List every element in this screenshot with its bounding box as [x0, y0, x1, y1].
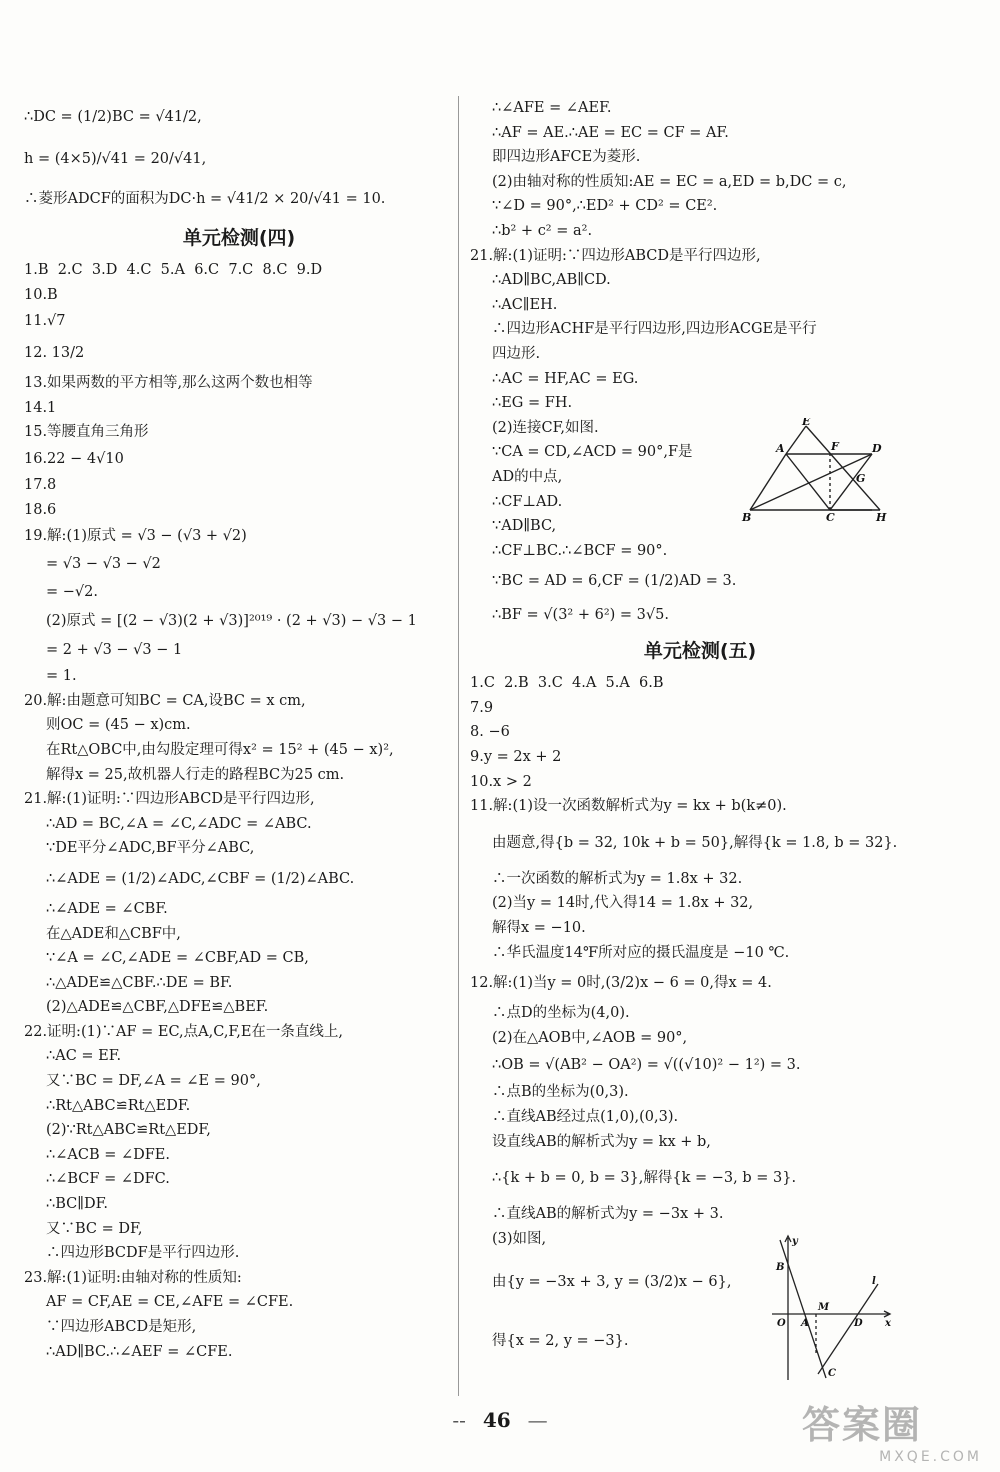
left-text-line: 22.证明:(1)∵AF = EC,点A,C,F,E在一条直线上,: [24, 1023, 344, 1040]
page-number-dash-right: —: [527, 1408, 548, 1432]
right-text-line: ∴EG = FH.: [492, 395, 573, 412]
left-text-line: = −√2.: [46, 584, 98, 601]
watermark-title: 答案圈: [802, 1403, 923, 1447]
right-text-line: ∴直线AB经过点(1,0),(0,3).: [492, 1109, 679, 1125]
watermark-logo: [802, 1394, 982, 1464]
right-text-line: ∴OB = √(AB² − OA²) = √((√10)² − 1²) = 3.: [492, 1057, 801, 1074]
right-text-line: ∴四边形ACHF是平行四边形,四边形ACGE是平行: [492, 321, 817, 338]
page-number-dash-left: --: [452, 1408, 466, 1432]
fig2-label-b: B: [776, 1262, 785, 1273]
left-text-line: 在Rt△OBC中,由勾股定理可得x² = 15² + (45 − x)²,: [46, 741, 394, 758]
left-text-line: = √3 − √3 − √2: [46, 556, 161, 573]
right-column: [470, 96, 930, 1369]
fig1-label-c: C: [826, 511, 835, 522]
left-text-line: ∴BC∥DF.: [46, 1196, 108, 1213]
fig2-label-m: M: [818, 1302, 830, 1313]
right-text-line: ∵∠D = 90°,∴ED² + CD² = CE².: [492, 198, 718, 215]
right-text-line: 11.解:(1)设一次函数解析式为y = kx + b(k≠0).: [470, 798, 787, 815]
left-text-line: (2)原式 = [(2 − √3)(2 + √3)]²⁰¹⁹ · (2 + √3) − √3 − 1: [46, 613, 417, 630]
left-text-line: 在△ADE和△CBF中,: [46, 925, 181, 942]
left-text-line: 15.等腰直角三角形: [24, 424, 149, 441]
right-text-line: (2)由轴对称的性质知:AE = EC = a,ED = b,DC = c,: [492, 173, 847, 190]
right-text-line: ∴AD∥BC,AB∥CD.: [492, 272, 611, 289]
right-text-line: ∴∠AFE = ∠AEF.: [492, 100, 612, 116]
left-text-line: 12. 13/2: [24, 345, 85, 362]
left-text-line: 14.1: [24, 399, 57, 416]
left-text-line: 又∵BC = DF,∠A = ∠E = 90°,: [46, 1073, 261, 1090]
fig2-label-d: D: [854, 1318, 863, 1329]
left-text-line: 13.如果两数的平方相等,那么这两个数也相等: [24, 375, 313, 392]
fig2-label-o: O: [777, 1318, 786, 1329]
right-text-line: ∴AC = HF,AC = EG.: [492, 370, 639, 387]
right-text-line: ∴直线AB的解析式为y = −3x + 3.: [492, 1206, 724, 1223]
right-text-line: 12.解:(1)当y = 0时,(3/2)x − 6 = 0,得x = 4.: [470, 975, 772, 992]
left-text-line: 1.B 2.C 3.D 4.C 5.A 6.C 7.C 8.C 9.D: [24, 262, 323, 278]
right-text-line: (3)如图,: [492, 1230, 547, 1247]
fig1-label-e: E: [802, 418, 811, 428]
left-text-line: 11.√7: [24, 313, 66, 330]
fig1-label-a: A: [776, 442, 785, 455]
right-text-line: ∵AD∥BC,: [492, 518, 557, 535]
right-text-line: 由题意,得{b = 32, 10k + b = 50},解得{k = 1.8, b = 32}.: [492, 834, 898, 851]
right-text-line: AD的中点,: [492, 468, 563, 485]
right-text-line: 四边形.: [492, 345, 541, 362]
left-text-line: 20.解:由题意可知BC = CA,设BC = x cm,: [24, 692, 306, 709]
right-text-line: ∵BC = AD = 6,CF = (1/2)AD = 3.: [492, 573, 737, 590]
right-text-line: ∴BF = √(3² + 6²) = 3√5.: [492, 607, 669, 624]
right-text-line: (2)当y = 14时,代入得14 = 1.8x + 32,: [492, 895, 754, 912]
right-text-line: 21.解:(1)证明:∵四边形ABCD是平行四边形,: [470, 247, 761, 264]
fig2-label-a: A: [801, 1318, 809, 1329]
right-text-line: ∴AF = AE.∴AE = EC = CF = AF.: [492, 124, 729, 141]
right-text-line: ∴点D的坐标为(4,0).: [492, 1005, 630, 1022]
fig2-label-x: x: [885, 1318, 891, 1329]
left-text-line: ∵DE平分∠ADC,BF平分∠ABC,: [46, 840, 255, 857]
left-text-line: (2)∵Rt△ABC≌Rt△EDF,: [46, 1122, 211, 1139]
right-text-line: ∴AC∥EH.: [492, 296, 558, 313]
right-text-line: ∴CF⊥AD.: [492, 493, 563, 510]
left-text-line: 解得x = 25,故机器人行走的路程BC为25 cm.: [46, 766, 345, 783]
right-text-line: ∵CA = CD,∠ACD = 90°,F是: [492, 444, 693, 461]
left-text-line: ∴∠ADE = (1/2)∠ADC,∠CBF = (1/2)∠ABC.: [46, 870, 355, 887]
right-text-line: ∴点B的坐标为(0,3).: [492, 1084, 629, 1101]
left-text-line: ∴∠ACB = ∠DFE.: [46, 1146, 170, 1163]
right-text-line: ∴CF⊥BC.∴∠BCF = 90°.: [492, 542, 668, 559]
fig2-label-y: y: [792, 1236, 798, 1247]
left-text-line: 又∵BC = DF,: [46, 1220, 143, 1237]
fig2-label-c: C: [828, 1368, 836, 1379]
coordinate-graph-figure: [766, 1232, 896, 1382]
page-number-value: 46: [482, 1408, 511, 1432]
left-text-line: 23.解:(1)证明:由轴对称的性质知:: [24, 1269, 242, 1286]
left-text-line: = 1.: [46, 668, 77, 685]
fig1-label-d: D: [872, 442, 882, 455]
left-text-line: 16.22 − 4√10: [24, 450, 124, 467]
fig1-label-f: F: [831, 440, 839, 453]
geometry-figure-parallelograms: [738, 418, 890, 522]
left-text-line: ∴四边形BCDF是平行四边形.: [46, 1245, 240, 1262]
fig2-label-l: l: [872, 1276, 876, 1287]
right-text-line: 1.C 2.B 3.C 4.A 5.A 6.B: [470, 675, 664, 692]
left-text-line: ∴△ADE≌△CBF.∴DE = BF.: [46, 974, 233, 991]
left-text-line: 10.B: [24, 286, 58, 303]
left-text-line: = 2 + √3 − √3 − 1: [46, 642, 183, 659]
fig1-label-b: B: [742, 511, 752, 522]
right-section-heading: 单元检测(五): [643, 640, 757, 663]
left-text-line: ∴∠BCF = ∠DFC.: [46, 1171, 170, 1188]
right-text-line: ∴华氏温度14℉所对应的摄氏温度是 −10 ℃.: [492, 944, 790, 961]
left-text-line: ∴∠ADE = ∠CBF.: [46, 900, 168, 917]
left-text-line: h = (4×5)/√41 = 20/√41,: [24, 151, 207, 167]
right-text-line: ∴b² + c² = a².: [492, 222, 593, 239]
right-text-line: 设直线AB的解析式为y = kx + b,: [492, 1133, 711, 1150]
left-text-line: ∴Rt△ABC≌Rt△EDF.: [46, 1097, 191, 1114]
left-text-line: 19.解:(1)原式 = √3 − (√3 + √2): [24, 528, 247, 545]
left-text-line: ∴DC = (1/2)BC = √41/2,: [24, 109, 202, 125]
right-text-line: 得{x = 2, y = −3}.: [492, 1333, 629, 1350]
left-text-line: (2)△ADE≌△CBF,△DFE≌△BEF.: [46, 999, 269, 1016]
right-text-line: ∴{k + b = 0, b = 3},解得{k = −3, b = 3}.: [492, 1170, 797, 1187]
left-text-line: 则OC = (45 − x)cm.: [46, 717, 191, 734]
right-text-line: (2)在△AOB中,∠AOB = 90°,: [492, 1029, 688, 1046]
left-column: [24, 96, 454, 1364]
right-text-line: 10.x > 2: [470, 773, 532, 790]
right-text-line: 解得x = −10.: [492, 920, 586, 937]
left-text-line: ∴AD∥BC.∴∠AEF = ∠CFE.: [46, 1343, 233, 1360]
left-text-line: AF = CF,AE = CE,∠AFE = ∠CFE.: [46, 1294, 294, 1311]
left-text-line: 18.6: [24, 501, 57, 518]
right-text-line: ∴一次函数的解析式为y = 1.8x + 32.: [492, 870, 743, 887]
right-text-line: 7.9: [470, 699, 494, 716]
fig1-label-g: G: [856, 472, 866, 485]
fig1-label-h: H: [876, 511, 887, 522]
left-text-line: ∴AD = BC,∠A = ∠C,∠ADC = ∠ABC.: [46, 815, 312, 832]
right-text-line: 8. −6: [470, 724, 510, 741]
left-section-heading: 单元检测(四): [182, 227, 296, 249]
right-text-line: (2)连接CF,如图.: [492, 419, 599, 436]
left-text-line: ∵四边形ABCD是矩形,: [46, 1319, 197, 1335]
left-text-line: 17.8: [24, 476, 57, 493]
right-text-line: 由{y = −3x + 3, y = (3/2)x − 6},: [492, 1274, 732, 1291]
column-divider: [458, 96, 459, 1396]
left-text-line: ∴AC = EF.: [46, 1048, 122, 1065]
left-text-line: ∵∠A = ∠C,∠ADE = ∠CBF,AD = CB,: [46, 950, 309, 967]
left-text-line: ∴菱形ADCF的面积为DC·h = √41/2 × 20/√41 = 10.: [24, 191, 386, 207]
right-text-line: 即四边形AFCE为菱形.: [492, 149, 641, 166]
left-text-line: 21.解:(1)证明:∵四边形ABCD是平行四边形,: [24, 791, 315, 808]
watermark-site: MXQE.COM: [879, 1449, 982, 1465]
right-text-line: 9.y = 2x + 2: [470, 749, 562, 766]
